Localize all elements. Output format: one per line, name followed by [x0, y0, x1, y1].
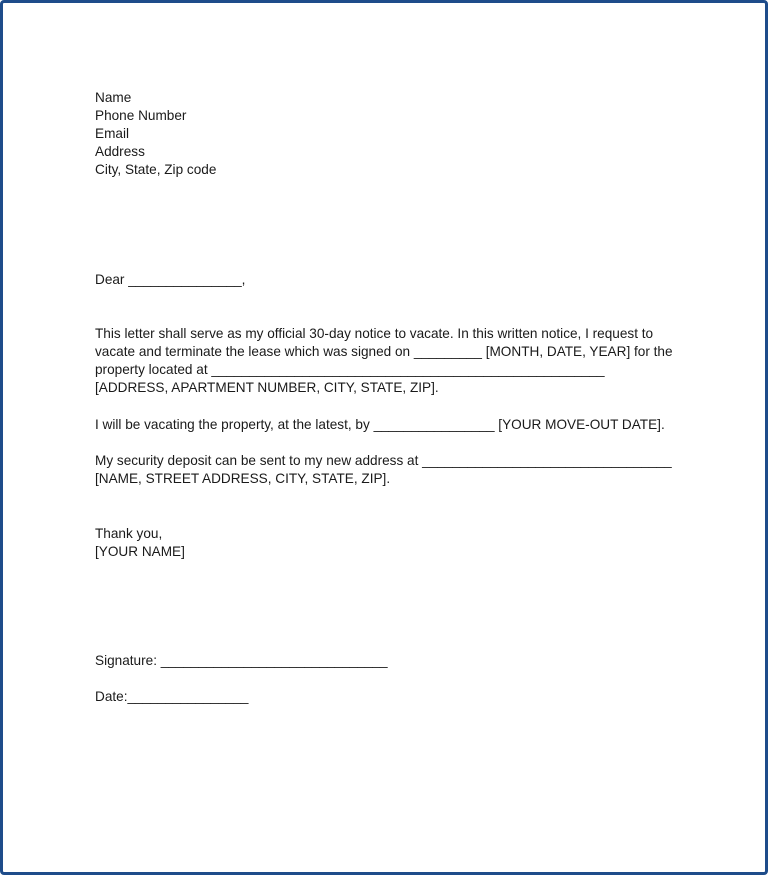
- paragraph-line: I will be vacating the property, at the latest, by ________________ [YOUR MOVE-OUT DATE].: [95, 417, 665, 432]
- paragraph-line: property located at ____________________________________________________: [95, 362, 605, 377]
- sender-email: Email: [95, 126, 129, 141]
- closing-name: [YOUR NAME]: [95, 544, 185, 559]
- paragraph-line: [NAME, STREET ADDRESS, CITY, STATE, ZIP].: [95, 471, 391, 486]
- sender-address: Address: [95, 144, 145, 159]
- signature-line: Signature: ______________________________: [95, 653, 388, 668]
- closing-thanks: Thank you,: [95, 526, 163, 541]
- salutation: Dear _______________,: [95, 272, 246, 287]
- paragraph-line: [ADDRESS, APARTMENT NUMBER, CITY, STATE, ZIP].: [95, 380, 439, 395]
- sender-phone: Phone Number: [95, 108, 187, 123]
- paragraph-line: This letter shall serve as my official 30-day notice to vacate. In this written notice, I request to: [95, 326, 654, 341]
- paragraph-line: My security deposit can be sent to my new address at _________________________________: [95, 453, 672, 468]
- paragraph-line: vacate and terminate the lease which was signed on _________ [MONTH, DATE, YEAR] for the: [95, 344, 673, 359]
- sender-city-state-zip: City, State, Zip code: [95, 162, 217, 177]
- sender-name: Name: [95, 90, 132, 105]
- date-line: Date:________________: [95, 689, 249, 704]
